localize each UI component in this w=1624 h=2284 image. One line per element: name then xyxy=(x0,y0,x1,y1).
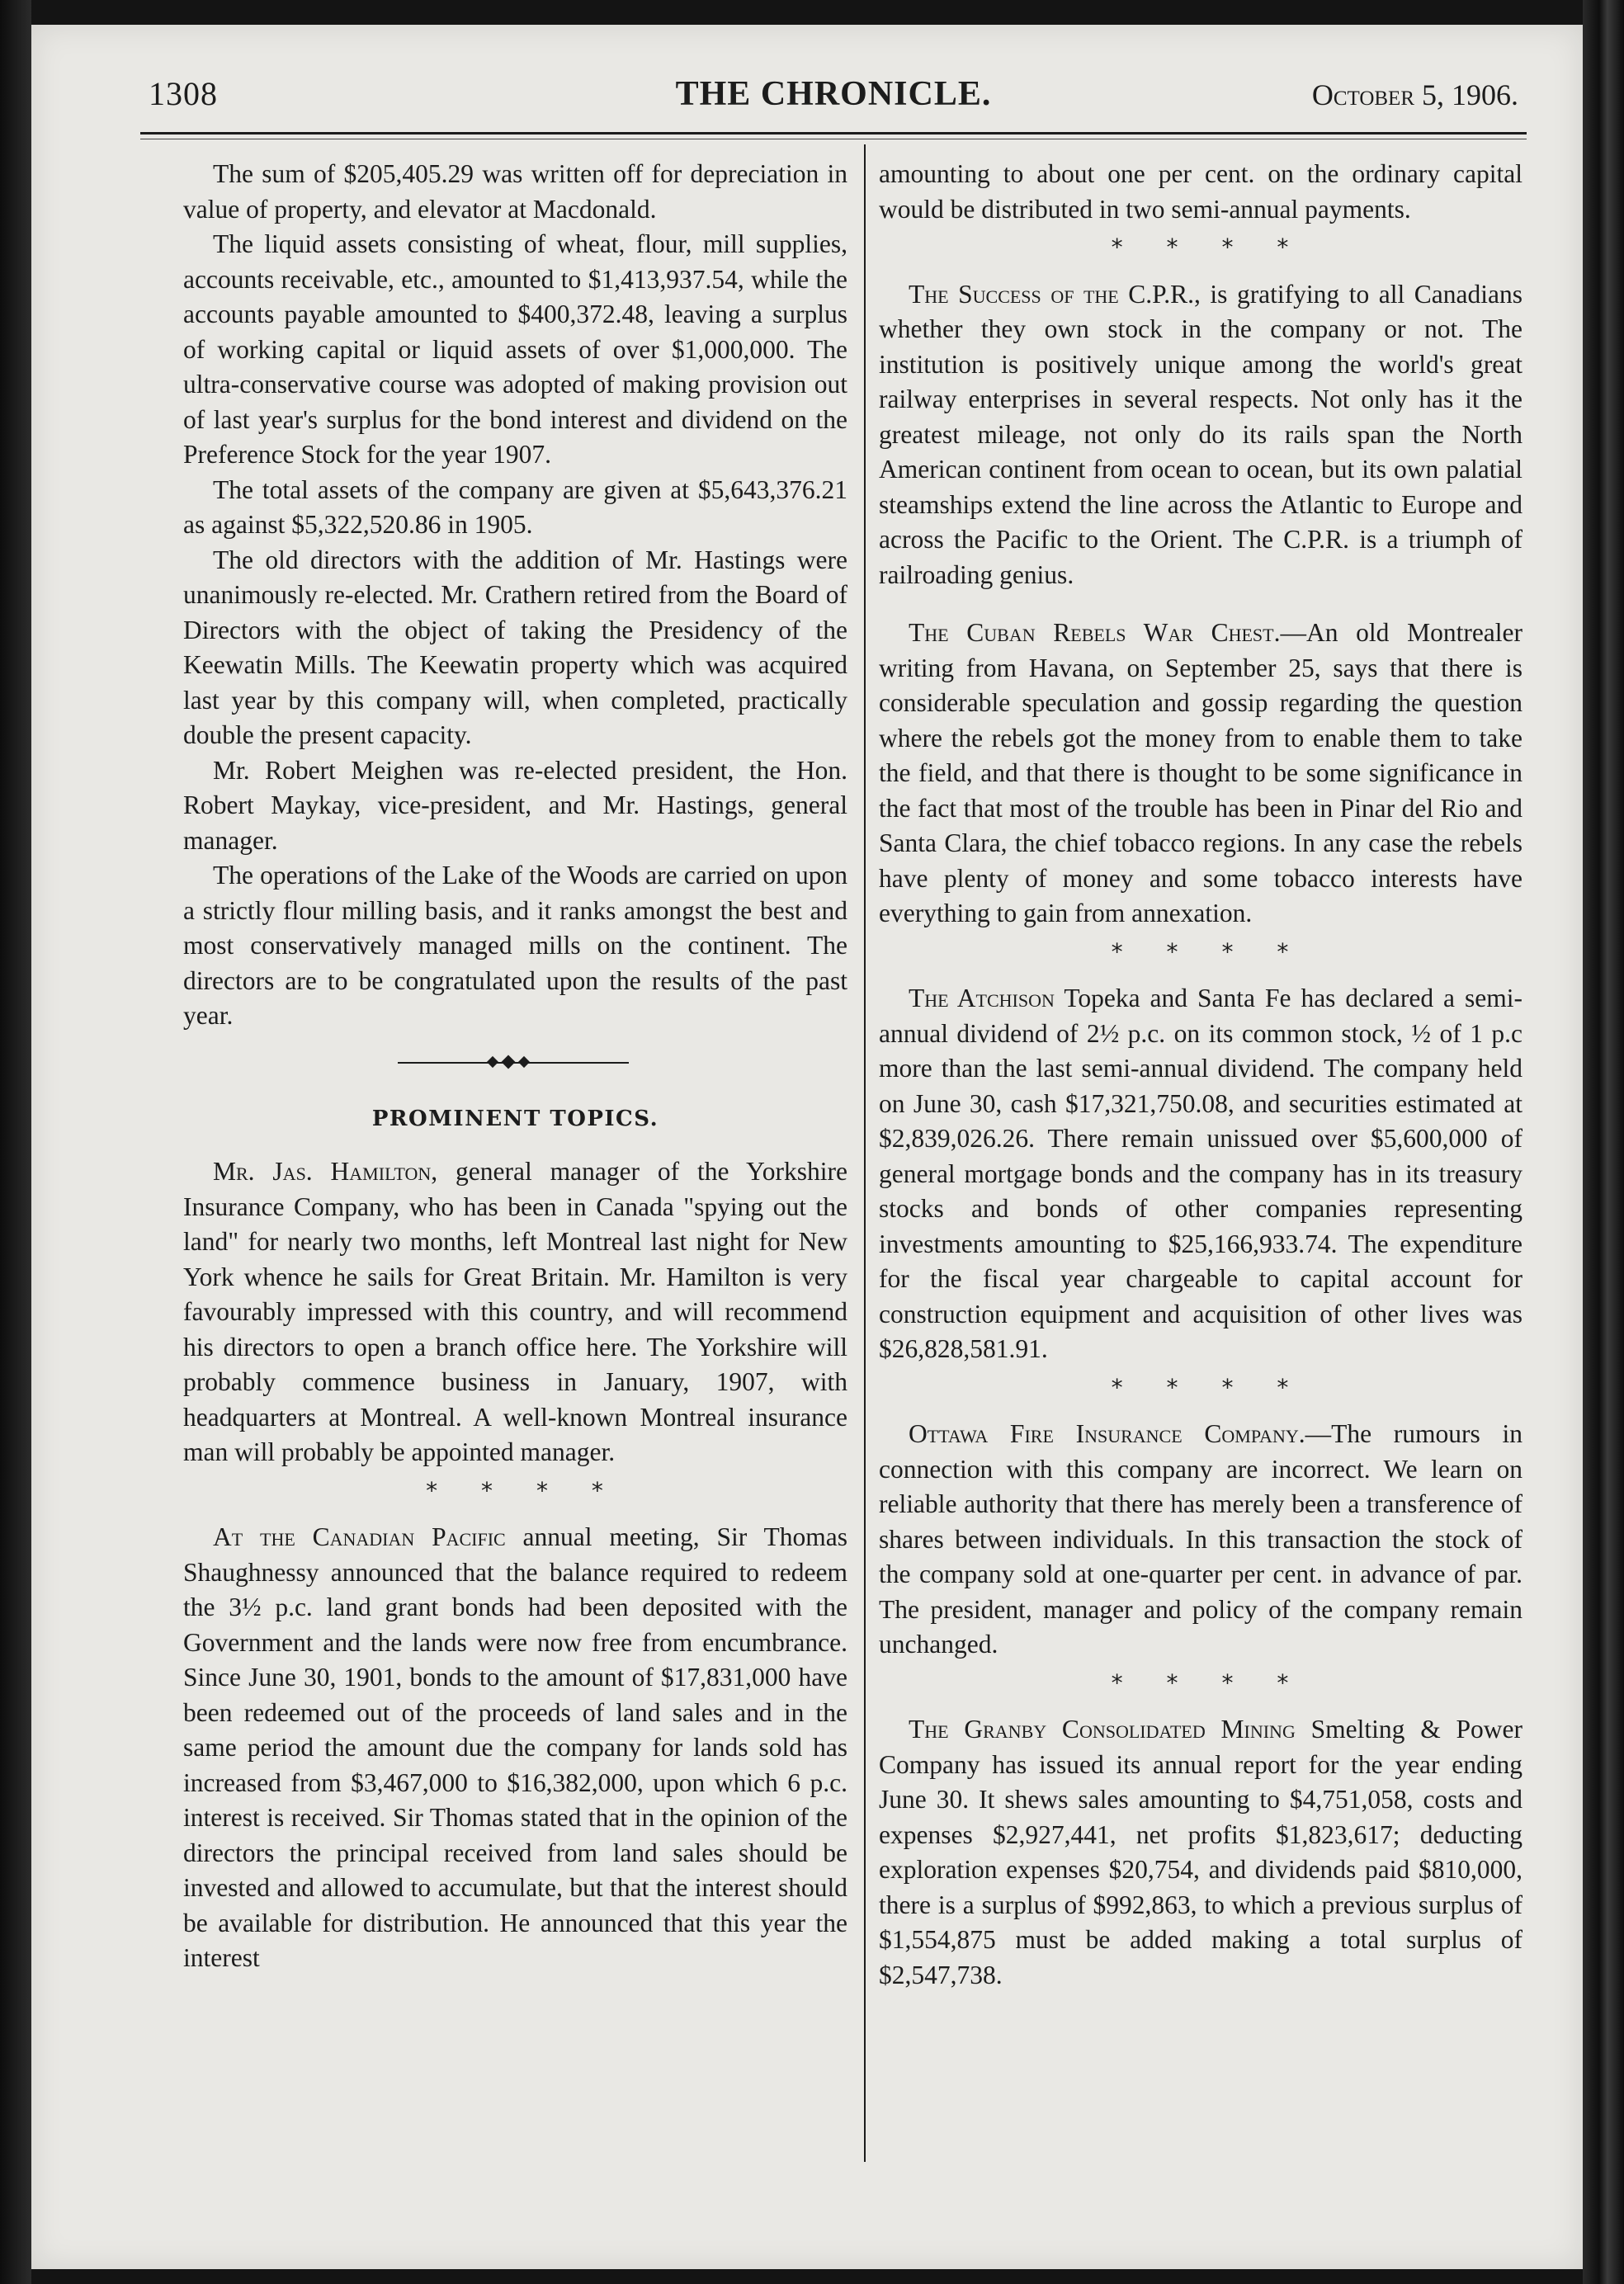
article-canadian-pacific xyxy=(183,1520,847,1976)
article-separator: * * * * xyxy=(1111,1373,1307,1401)
article-separator: * * * * xyxy=(1111,1668,1307,1696)
publication-title: THE CHRONICLE. xyxy=(675,75,992,113)
paragraph-liquid-assets: The liquid assets consisting of wheat, flour, mill supplies, accounts receivable, etc., amounted to $1,413,937.54, while the accounts payable amounted to $400,372.48, leaving a surplus of working capital or liquid assets of over $1,000,000. The ultra-conservative course was adopted of making provision out of last year's surplus for the bond interest and dividend on the Preference Stock for the year 1907. xyxy=(183,229,847,469)
article-lead: The Cuban Rebels War Chest. xyxy=(909,618,1281,647)
article-separator: * * * * xyxy=(426,1476,621,1504)
section-heading: PROMINENT TOPICS. xyxy=(371,1106,659,1131)
article-body: —The rumours in connection with this company are incorrect. We learn on reliable authority that there has merely been a transference of shares between individuals. In this transaction the stock of the company sold at one-quarter per cent. in advance of par. The president, manager and policy of the company remain unchanged. xyxy=(879,1419,1522,1659)
left-column xyxy=(183,157,847,1976)
paragraph-operations: The operations of the Lake of the Woods are carried on upon a strictly flour milling basis, and it ranks amongst the best and most conservatively managed mills on the continent. The directors are to be congratulated upon the results of the past year. xyxy=(183,861,847,1030)
paragraph-directors: The old directors with the addition of Mr. Hastings were unanimously re-elected. Mr. Crathern retired from the Board of Directors with the object of taking the Presidency of the Keewatin Mills. The Keewatin property which was acquired last year by this company will, when completed, practically double the present capacity. xyxy=(183,545,847,749)
article-lead: At the Canadian Pacific xyxy=(213,1522,506,1551)
column-divider xyxy=(864,144,866,2162)
right-column xyxy=(879,157,1522,1993)
article-body: is gratifying to all Canadians whether they own stock in the company or not. The institution is positively unique among the world's great railway enterprises in several respects. Not only has it the greatest mileage, not only do its rails span the North American continent from ocean to ocean, but its own palatial steamships extend the line across the Atlantic to Europe and across the Pacific to the Orient. The C.P.R. is a triumph of railroading genius. xyxy=(879,279,1522,589)
paragraph-continuation: amounting to about one per cent. on the ordinary capital would be distributed in two semi-annual payments. xyxy=(879,159,1522,224)
book-spine-edge xyxy=(1583,0,1624,2284)
article-lead: Ottawa Fire Insurance Company. xyxy=(909,1419,1305,1448)
article-lead: The Success of the C.P.R., xyxy=(909,279,1201,309)
paragraph-total-assets: The total assets of the company are given at $5,643,376.21 as against $5,322,520.86 in 1905. xyxy=(183,474,847,539)
article-hamilton xyxy=(183,1154,847,1470)
issue-date: October 5, 1906. xyxy=(1311,78,1518,111)
article-cpr-success xyxy=(879,277,1522,593)
article-body: annual meeting, Sir Thomas Shaughnessy announced that the balance required to redeem the 3½ p.c. land grant bonds had been deposited with the Government and the lands were now free from encumbrance. Since June 30, 1901, bonds to the amount of $17,831,000 have been redeemed out of the proceeds of land sales and in the same period the amount due the company for lands sold has increased from $3,467,000 to $16,382,000, upon which 6 p.c. interest is received. Sir Thomas stated that in the opinion of the directors the principal received from land sales should be invested and allowed to accumulate, but that the interest should be available for distribution. He announced that this year the interest xyxy=(183,1522,848,1972)
article-lead: Mr. Jas. Hamilton, xyxy=(213,1157,438,1186)
article-cuban-rebels xyxy=(879,616,1522,932)
section-ornament xyxy=(183,1057,847,1069)
article-body: Topeka and Santa Fe has declared a semi-annual dividend of 2½ p.c. on its common stock, ½ of 1 p.c more than the last semi-annual dividend. The company held on June 30, cash $17,321,750.08, and securities estimated at $2,839,026.26. There remain unissued over $5,600,000 of general mortgage bonds and the company has in its treasury stocks and bonds of other companies representing investments amounting to $25,166,933.74. The expenditure for the fiscal year chargeable to capital account for construction equipment and acquisition of other lives was $26,828,581.91. xyxy=(879,984,1522,1363)
paragraph-depreciation: The sum of $205,405.29 was written off for depreciation in value of property, and elevator at Macdonald. xyxy=(183,159,847,224)
article-ottawa-fire xyxy=(879,1417,1522,1663)
article-body: general manager of the Yorkshire Insurance Company, who has been in Canada "spying out the land" for nearly two months, left Montreal last night for New York whence he sails for Great Britain. Mr. Hamilton is very favourably impressed with this country, and will recommend his directors to open a branch office here. The Yorkshire will probably commence business in January, 1907, with headquarters at Montreal. A well-known Montreal insurance man will probably be appointed manager. xyxy=(183,1157,847,1466)
article-atchison xyxy=(879,981,1522,1367)
page-number: 1308 xyxy=(149,75,218,112)
article-body: Smelting & Power Company has issued its annual report for the year ending June 30. It shews sales amounting to $4,751,058, costs and expenses $2,927,441, net profits $1,823,617; deducting exploration expenses $20,754, and dividends paid $810,000, there is a surplus of $992,863, to which a previous surplus of $1,554,875 must be added making a total surplus of $2,547,738. xyxy=(879,1715,1522,1989)
book-binding-edge xyxy=(0,0,31,2284)
article-lead: The Atchison xyxy=(909,984,1055,1012)
article-body: —An old Montrealer writing from Havana, on September 25, says that there is considerable speculation and gossip regarding the question where the rebels got the money from to enable them to take the field, and that there is thought to be some significance in the fact that most of the trouble has been in Pinar del Rio and Santa Clara, the chief tobacco regions. In any case the rebels have plenty of money and some tobacco interests have everything to gain from annexation. xyxy=(879,618,1523,927)
header-rule xyxy=(140,132,1527,134)
article-separator: * * * * xyxy=(1111,234,1307,261)
paragraph-officers: Mr. Robert Meighen was re-elected president, the Hon. Robert Maykay, vice-president, and Mr. Hastings, general manager. xyxy=(183,755,847,855)
page-header xyxy=(149,74,1518,132)
article-granby xyxy=(879,1712,1522,1993)
article-separator: * * * * xyxy=(1111,937,1307,965)
article-lead: The Granby Consolidated Mining xyxy=(909,1715,1296,1744)
